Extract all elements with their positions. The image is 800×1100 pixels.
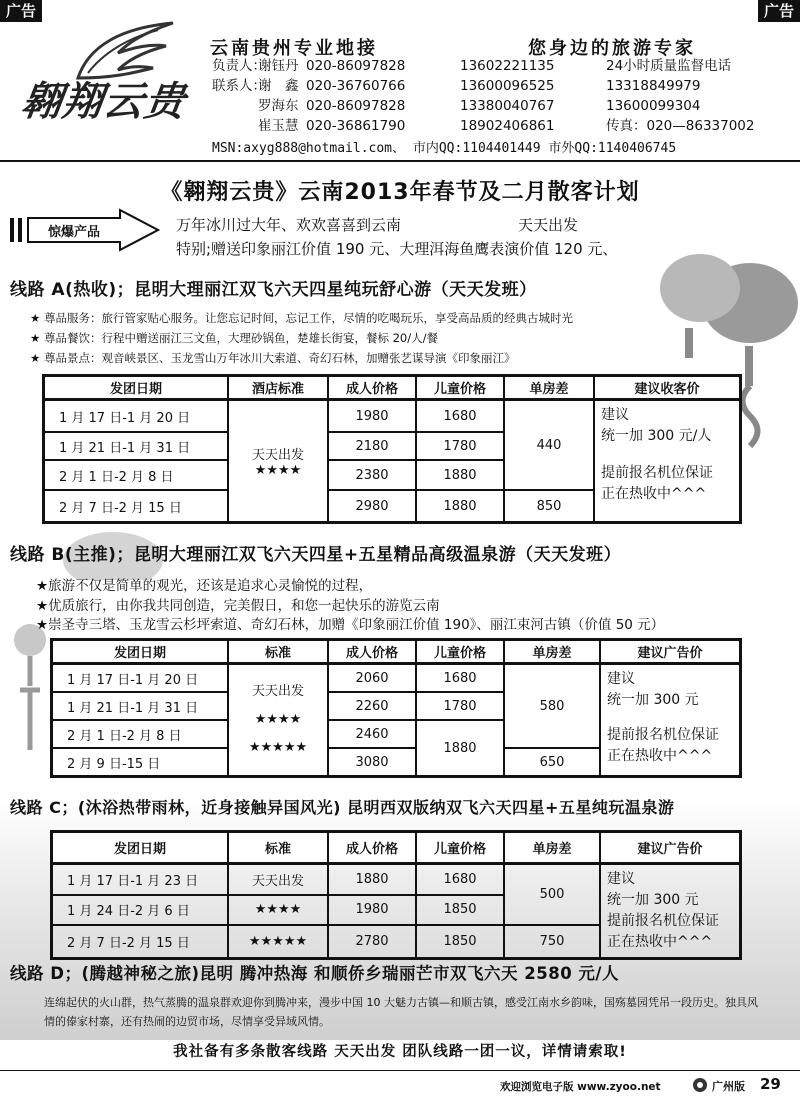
date-cell: 2 月 1 日-2 月 8 日	[52, 720, 228, 748]
suggest-cell	[600, 664, 740, 776]
contact-extra: 13318849979	[606, 78, 701, 94]
page-title: 《翱翔云贵》云南2013年春节及二月散客计划	[160, 180, 640, 205]
route-a-bullet: ★ 尊品服务：旅行管家贴心服务。让您忘记时间，忘记工作，尽情的吃喝玩乐，享受高品质的经典古城时光	[30, 311, 573, 325]
contact-tel: 020-36760766	[306, 78, 406, 94]
std-line: 天天出发	[251, 684, 304, 699]
route-b-bullet: ★崇圣寺三塔、玉龙雪云杉坪索道、奇幻石林，加赠《印象丽江价值 190》、丽江束河古镇（价值 50 元）	[36, 617, 665, 633]
contact-mobile: 18902406861	[460, 118, 555, 134]
table-header-row	[52, 640, 740, 664]
col-header: 儿童价格	[416, 640, 504, 664]
col-header: 建议收客价	[594, 376, 740, 400]
col-header: 建议广告价	[600, 640, 740, 664]
col-header: 建议广告价	[600, 832, 740, 864]
child-price: 1880	[416, 460, 504, 490]
child-price: 1680	[416, 400, 504, 432]
footer-divider	[0, 1070, 800, 1071]
page-number: 29	[760, 1075, 781, 1093]
route-c-price-table	[50, 830, 742, 960]
standard-cell	[228, 664, 328, 776]
child-price: 1780	[416, 432, 504, 460]
child-price: 1680	[416, 664, 504, 692]
child-price: 1780	[416, 692, 504, 720]
col-header: 单房差	[504, 640, 600, 664]
slogan-left: 云南贵州专业地接	[210, 38, 378, 59]
note-line: 提前报名机位保证	[607, 913, 719, 929]
contact-tel: 020-36861790	[306, 118, 406, 134]
col-header: 标准	[228, 640, 328, 664]
contact-role: 联系人：	[212, 78, 266, 94]
single-supplement: 580	[504, 664, 600, 748]
contact-mobile: 13380040767	[460, 98, 555, 114]
date-cell: 2 月 9 日-15 日	[52, 748, 228, 776]
hotel-text: 天天出发	[251, 448, 304, 463]
col-header: 儿童价格	[416, 832, 504, 864]
note-line: 建议	[601, 407, 629, 423]
single-supplement: 850	[504, 490, 594, 522]
single-supplement: 650	[504, 748, 600, 776]
note-line: 正在热收中^^^	[601, 486, 707, 502]
table-row	[52, 864, 740, 895]
contact-name: 罗海东	[258, 98, 299, 114]
contact-name: 谢钰丹	[258, 58, 299, 74]
adult-price: 2060	[328, 664, 416, 692]
logo-text: 翱翔云贵	[18, 78, 189, 125]
date-cell: 1 月 24 日-2 月 6 日	[52, 895, 228, 926]
standard-cell: ★★★★★	[228, 925, 328, 958]
table-row	[44, 400, 740, 432]
table-header-row	[52, 832, 740, 864]
ad-tag-left: 广告	[0, 0, 42, 22]
note-line: 建议	[607, 871, 635, 887]
msn-qq-line: MSN:axyg888@hotmail.com、 市内QQ:1104401449 市外QQ:1140406745	[212, 141, 677, 156]
table-header-row	[44, 376, 740, 400]
hotel-stars: ★★★★	[254, 463, 302, 478]
contact-name: 谢 鑫	[258, 78, 299, 94]
contact-tel: 020-86097828	[306, 58, 406, 74]
note-line: 统一加 300 元/人	[601, 428, 712, 444]
col-header: 单房差	[504, 832, 600, 864]
adult-price: 2460	[328, 720, 416, 748]
adult-price: 2180	[328, 432, 416, 460]
route-d-title: 线路 D；(腾越神秘之旅)昆明 腾冲热海 和顺侨乡瑞丽芒市双飞六天 2580 元/人	[10, 964, 619, 983]
adult-price: 1880	[328, 864, 416, 895]
hotel-cell	[228, 400, 328, 522]
adult-price: 2260	[328, 692, 416, 720]
date-cell: 2 月 7 日-2 月 15 日	[52, 925, 228, 958]
adult-price: 3080	[328, 748, 416, 776]
date-cell: 2 月 1 日-2 月 8 日	[44, 460, 228, 490]
std-stars-5: ★★★★★	[248, 740, 308, 755]
route-a-bullet: ★ 尊品景点：观音峡景区、玉龙雪山万年冰川大索道、奇幻石林，加赠张艺谋导演《印象丽江》	[30, 351, 516, 365]
site-logo-icon	[692, 1077, 708, 1093]
child-price: 1880	[416, 490, 504, 522]
col-header: 标准	[228, 832, 328, 864]
std-stars-4: ★★★★	[254, 712, 302, 727]
child-price: 1850	[416, 925, 504, 958]
promo-daily: 天天出发	[518, 216, 579, 234]
contact-mobile: 13602221135	[460, 58, 555, 74]
contact-name: 崔玉慧	[258, 118, 299, 134]
contact-extra: 传真：020—86337002	[606, 118, 755, 134]
col-header: 成人价格	[328, 832, 416, 864]
ad-tag-right: 广告	[758, 0, 800, 22]
promo-line2: 特别;赠送印象丽江价值 190 元、大理洱海鱼鹰表演价值 120 元、	[176, 240, 618, 258]
col-header: 发团日期	[44, 376, 228, 400]
note-line: 提前报名机位保证	[607, 727, 719, 743]
col-header: 儿童价格	[416, 376, 504, 400]
col-header: 发团日期	[52, 640, 228, 664]
single-supplement: 500	[504, 864, 600, 925]
col-header: 单房差	[504, 376, 594, 400]
footer-note: 我社备有多条散客线路 天天出发 团队线路一团一议，详情请索取!	[173, 1044, 627, 1060]
route-b-bullet: ★优质旅行，由你我共同创造，完美假日，和您一起快乐的游览云南	[36, 598, 440, 614]
date-cell: 2 月 7 日-2 月 15 日	[44, 490, 228, 522]
date-cell: 1 月 21 日-1 月 31 日	[44, 432, 228, 460]
col-header: 发团日期	[52, 832, 228, 864]
route-b-price-table	[50, 638, 742, 778]
note-line: 正在热收中^^^	[607, 748, 713, 764]
date-cell: 1 月 17 日-1 月 23 日	[52, 864, 228, 895]
route-a-bullet: ★ 尊品餐饮：行程中赠送丽江三文鱼，大理砂锅鱼，楚雄长街宴，餐标 20/人/餐	[30, 331, 438, 345]
brand-logo	[10, 18, 200, 148]
date-cell: 1 月 17 日-1 月 20 日	[52, 664, 228, 692]
standard-cell: 天天出发	[228, 864, 328, 895]
adult-price: 2980	[328, 490, 416, 522]
col-header: 成人价格	[328, 640, 416, 664]
table-row	[52, 664, 740, 692]
suggest-cell	[594, 400, 740, 522]
contact-role: 负责人：	[212, 58, 266, 74]
header-divider	[0, 160, 800, 162]
child-price: 1850	[416, 895, 504, 926]
promo-badge: 惊爆产品	[48, 225, 101, 240]
col-header: 成人价格	[328, 376, 416, 400]
contact-extra: 13600099304	[606, 98, 701, 114]
suggest-cell	[600, 864, 740, 958]
standard-cell: ★★★★	[228, 895, 328, 926]
route-d-description: 连绵起伏的火山群，热气蒸腾的温泉群欢迎你到腾冲来，漫步中国 10 大魅力古镇—和顺古镇，感受江南水乡韵味，国殇墓园凭吊一段历史。独具风情的傣家村寨，还有热闹的边贸市场，尽情享受异域风情。	[44, 996, 758, 1028]
contact-extra: 24小时质量监督电话	[606, 58, 732, 74]
date-cell: 1 月 17 日-1 月 20 日	[44, 400, 228, 432]
adult-price: 2380	[328, 460, 416, 490]
route-b-bullet: ★旅游不仅是简单的观光，还该是追求心灵愉悦的过程，	[36, 578, 373, 594]
single-supplement: 750	[504, 925, 600, 958]
col-header: 酒店标准	[228, 376, 328, 400]
child-price: 1880	[416, 720, 504, 776]
contact-mobile: 13600096525	[460, 78, 555, 94]
contact-tel: 020-86097828	[306, 98, 406, 114]
note-line: 正在热收中^^^	[607, 934, 713, 950]
route-c-title: 线路 C；(沐浴热带雨林，近身接触异国风光) 昆明西双版纳双飞六天四星+五星纯玩温泉游	[10, 798, 675, 817]
route-a-price-table	[42, 374, 742, 524]
route-a-title: 线路 A(热收)；昆明大理丽江双飞六天四星纯玩舒心游（天天发班）	[10, 280, 537, 300]
note-line: 统一加 300 元	[607, 692, 699, 708]
child-price: 1680	[416, 864, 504, 895]
edition-label: 广州版	[712, 1080, 745, 1093]
note-line: 统一加 300 元	[607, 892, 699, 908]
adult-price: 2780	[328, 925, 416, 958]
date-cell: 1 月 21 日-1 月 31 日	[52, 692, 228, 720]
note-line: 建议	[607, 671, 635, 687]
note-line: 提前报名机位保证	[601, 465, 713, 481]
adult-price: 1980	[328, 400, 416, 432]
site-link[interactable]: 欢迎浏览电子版 www.zyoo.net	[500, 1081, 661, 1093]
single-supplement: 440	[504, 400, 594, 490]
route-b-title: 线路 B(主推)；昆明大理丽江双飞六天四星+五星精品高级温泉游（天天发班）	[10, 545, 622, 565]
adult-price: 1980	[328, 895, 416, 926]
promo-line1: 万年冰川过大年、欢欢喜喜到云南	[176, 216, 402, 234]
slogan-right: 您身边的旅游专家	[528, 38, 696, 59]
